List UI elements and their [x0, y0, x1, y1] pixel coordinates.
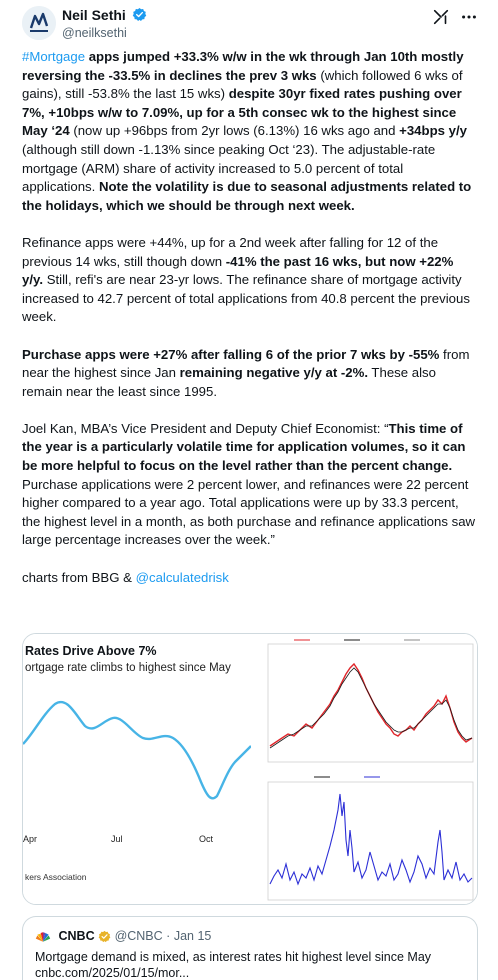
text: (now up +96bps from 2yr lows (6.13%) 16 wks ago and	[69, 123, 396, 139]
tweet-paragraph-3	[22, 346, 478, 402]
text: from near the highest since Jan	[22, 346, 470, 381]
tweet-paragraph-4	[22, 420, 478, 550]
mba-index-charts-image[interactable]	[254, 634, 478, 905]
purchase-avg-line	[270, 668, 472, 748]
quoted-author-name[interactable]: CNBC	[58, 929, 95, 943]
avatar-logo-icon	[22, 6, 56, 40]
tick-label-oct: Oct	[199, 834, 214, 844]
bold-text: remaining negative y/y at -2%.	[175, 365, 368, 381]
tweet-text	[22, 48, 478, 606]
mba-index-charts	[254, 634, 478, 905]
tweet-paragraph-2	[22, 234, 478, 327]
chart-separator	[254, 769, 478, 771]
author-display-name[interactable]: Neil Sethi	[62, 6, 126, 23]
text: (although still down -1.13% since peaking Oct ‘23). The adjustable-rate mortgage (ARM) share of activity increased to 5.0 percent of total applications.	[22, 141, 436, 195]
author-handle[interactable]: @neilksethi	[62, 26, 127, 40]
text: Refinance apps were +44%, up for a 2nd week after falling for 12 of the previous 14 wks, still though down	[22, 234, 439, 269]
mortgage-rate-chart-image[interactable]	[23, 634, 251, 905]
mortgage-hashtag-link[interactable]: #Mortgage	[22, 49, 86, 64]
tick-label-apr: Apr	[23, 834, 38, 844]
refinance-index-line	[270, 794, 472, 884]
chart-title: Rates Drive Above 7%	[25, 644, 157, 658]
quoted-tweet-header	[35, 929, 211, 943]
grok-icon[interactable]	[432, 8, 450, 26]
text: charts from BBG &	[22, 569, 136, 585]
text: Joel Kan, MBA’s Vice President and Deputy Chief Economist: “	[22, 420, 389, 436]
quoted-link[interactable]: cnbc.com/2025/01/15/mor...	[35, 966, 190, 980]
avatar[interactable]	[22, 6, 56, 40]
quoted-verified-badge-icon	[98, 930, 111, 943]
tweet-media[interactable]	[22, 633, 478, 905]
cnbc-peacock-icon	[35, 931, 51, 943]
bold-text: despite 30yr fixed rates pushing over 7%, +10bps w/w to 7.09%, up for a 5th consec wk to the highest since May ‘24	[22, 86, 462, 139]
quoted-tweet-card[interactable]	[22, 916, 478, 980]
tick-label-jul: Jul	[111, 834, 123, 844]
tweet-paragraph-1	[22, 48, 478, 215]
chart-source: kers Association	[25, 872, 87, 882]
purchase-index-line	[270, 664, 472, 746]
tweet-header	[22, 4, 478, 44]
more-options-icon[interactable]	[460, 8, 478, 26]
author-name-block[interactable]	[62, 6, 147, 40]
bold-text: +34bps y/y	[395, 123, 467, 139]
calculatedrisk-mention-link[interactable]: @calculatedrisk	[135, 569, 229, 585]
chart-subtitle: ortgage rate climbs to highest since May	[25, 662, 231, 674]
quoted-text-line: Mortgage demand is mixed, as interest rates hit highest level since May	[35, 950, 432, 964]
bold-text: Note the volatility is due to seasonal adjustments related to the holidays, which we should be through next week.	[22, 179, 472, 213]
text: Purchase applications were 2 percent lower, and refinances were 22 percent higher compared to a year ago. Total applications were up by 33.3 percent, the highest level in a month, as both purchase and refinance applications saw large percentage increases over the week.”	[22, 476, 476, 548]
tweet-paragraph-5	[22, 569, 478, 588]
rate-line	[23, 702, 251, 798]
verified-badge-icon	[132, 7, 147, 22]
quoted-author-handle[interactable]: @CNBC	[114, 929, 163, 943]
bold-text: This time of the year is a particularly volatile time for application volumes, so it can be more helpful to focus on the level rather than the percent change.	[22, 420, 466, 474]
text: Still, refi's are near 23-yr lows. The refinance share of mortgage activity increased to 42.7 percent of total applications from 40.8 percent the previous week.	[22, 272, 470, 325]
quoted-tweet-text	[35, 949, 465, 980]
quoted-separator: ·	[166, 929, 171, 943]
text: (which followed 6 wks of gains), still -53.8% the last 15 wks)	[22, 67, 463, 102]
bold-text: apps jumped +33.3% w/w in the wk through Jan 10th mostly reversing the -33.5% in declines the prev 3 wks	[22, 49, 464, 83]
rate-line-chart	[23, 634, 251, 905]
text: These also remain near the least since 1995.	[22, 365, 436, 399]
bold-text: -41% the past 16 wks, but now +22% y/y.	[22, 253, 454, 288]
bold-text: Purchase apps were +27% after falling 6 of the prior 7 wks by -55%	[22, 346, 440, 362]
quoted-date[interactable]: Jan 15	[173, 929, 212, 943]
